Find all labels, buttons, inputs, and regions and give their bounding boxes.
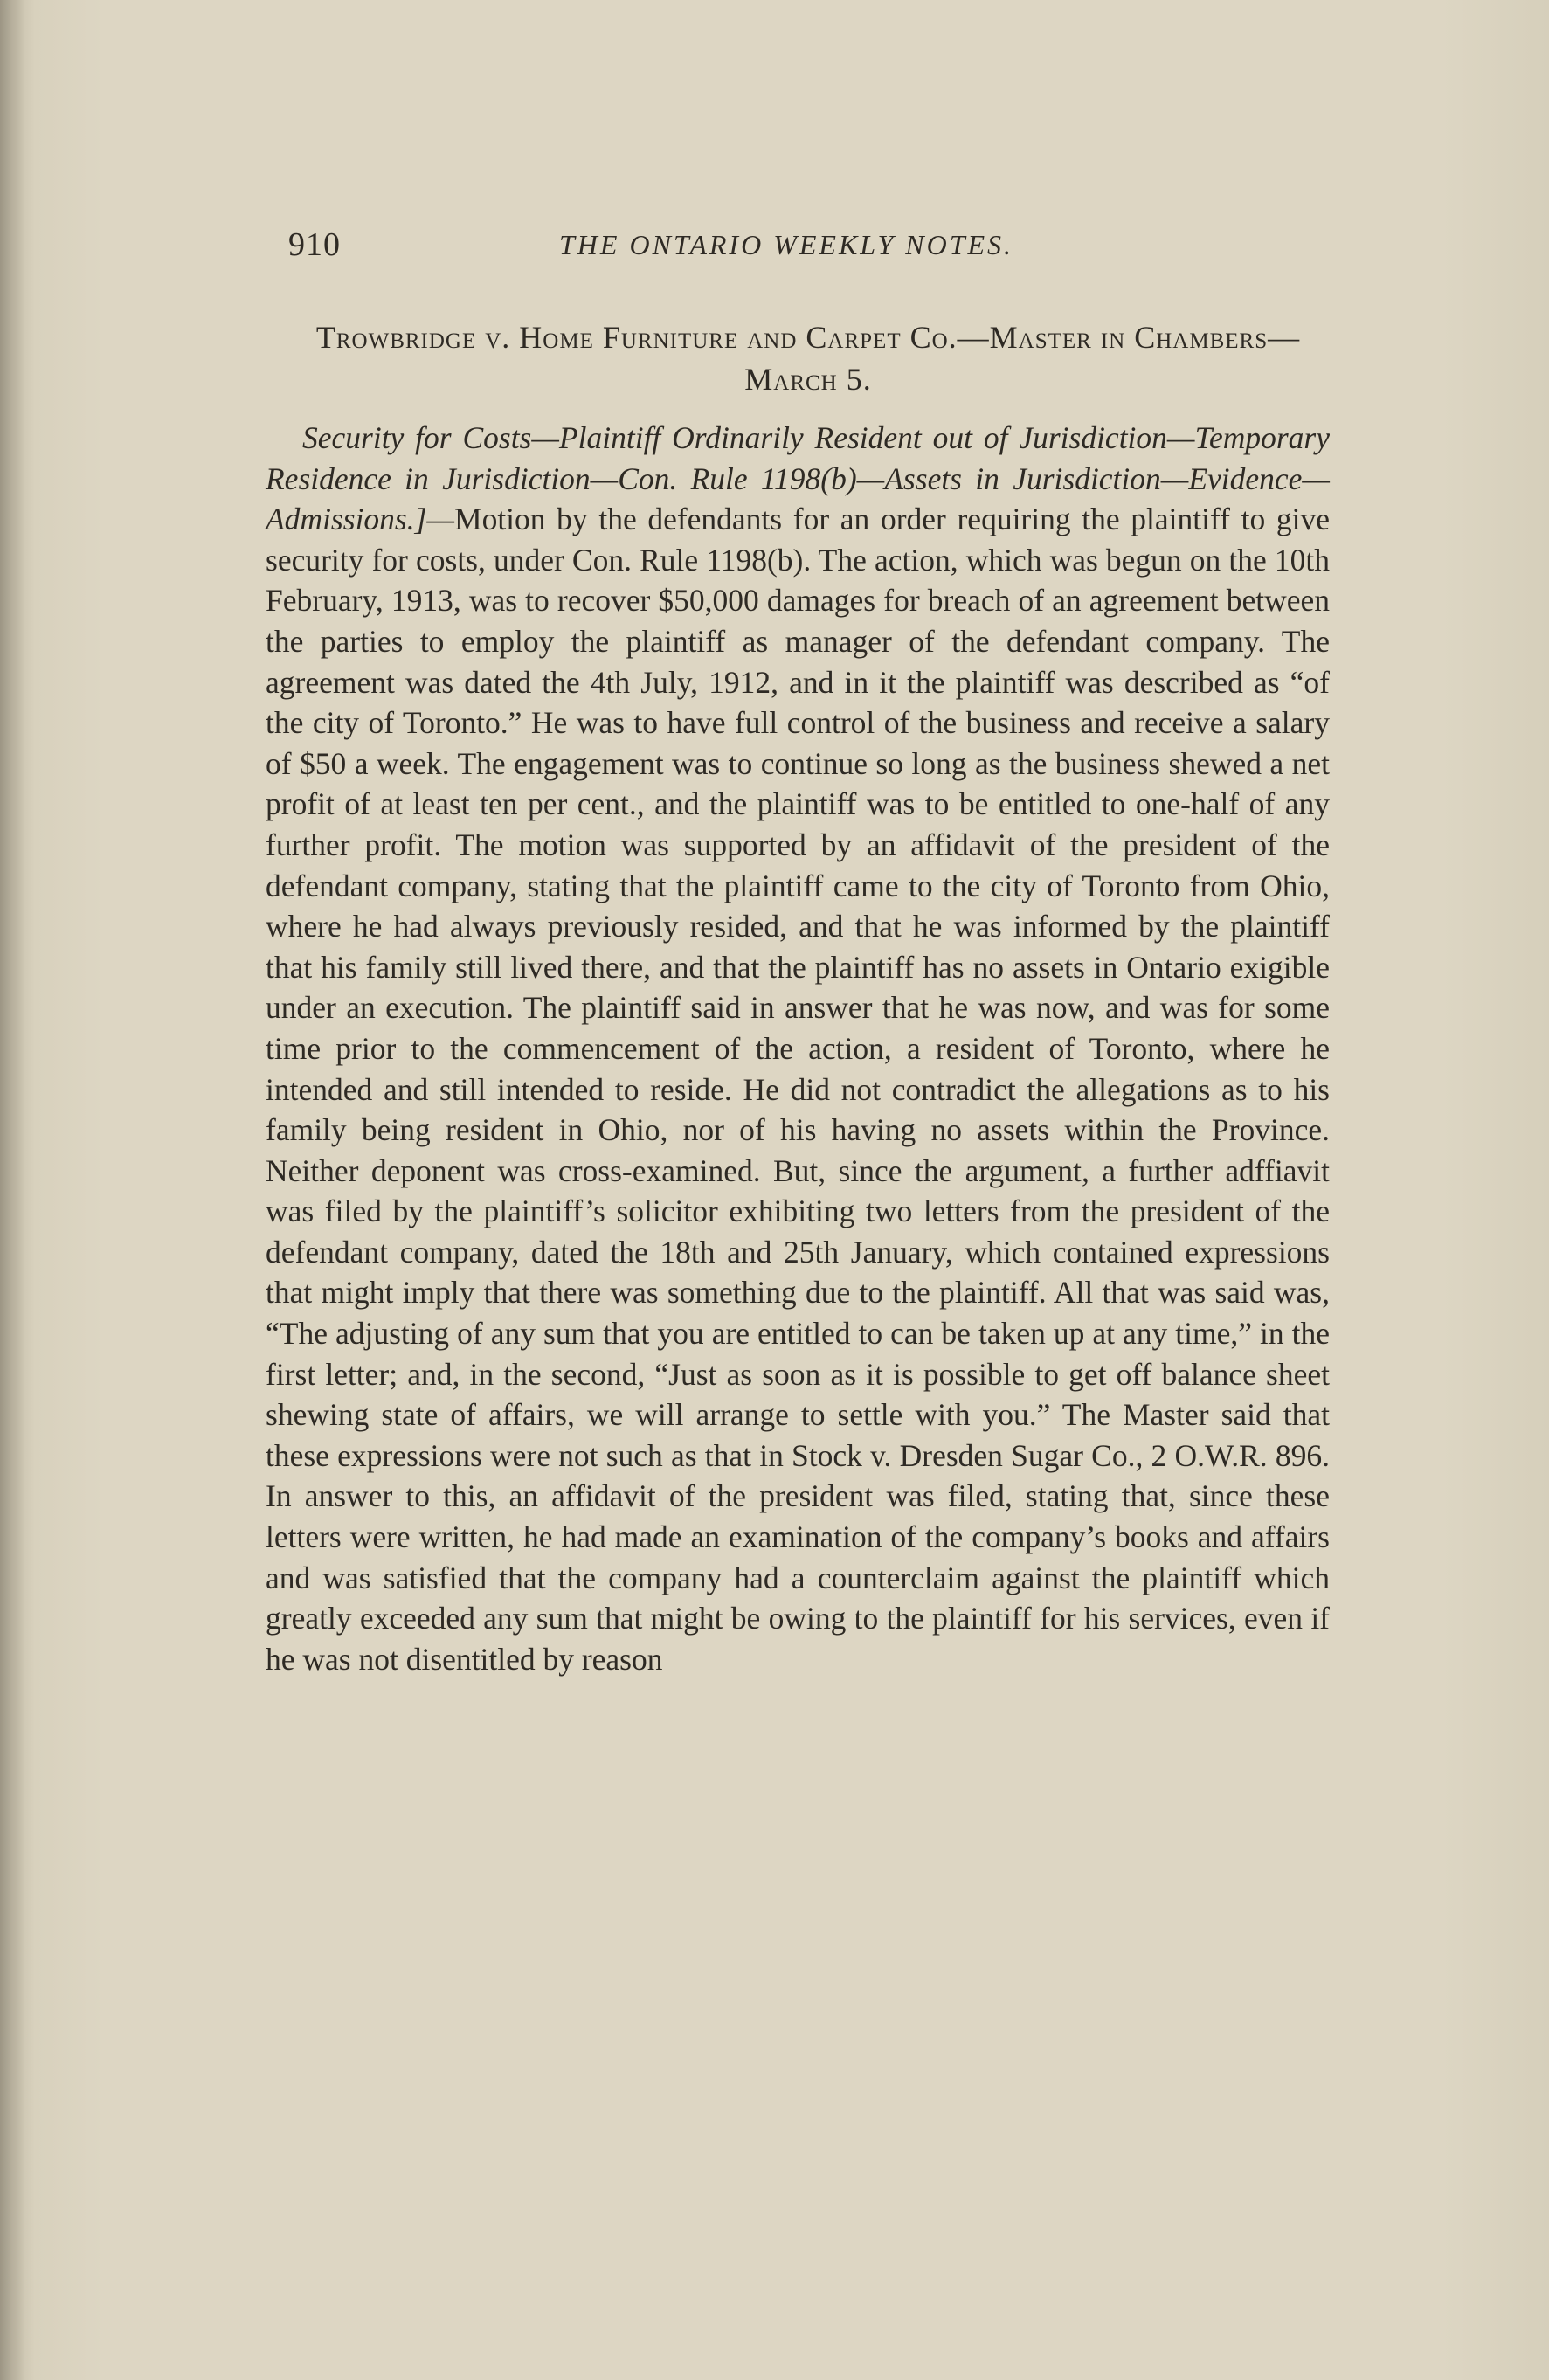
binding-shadow: [0, 0, 24, 2380]
page-number: 910: [288, 226, 341, 263]
case-body-text: Motion by the defendants for an order requiring the plaintiff to give security for costs, under Con. Rule 1198(b). The action, which was begun on the 10th February, 1913, was to recover $50,000 damages for breach of an agreement between the parties to employ the plaintiff as manager of the defendant company. The agreement was dated the 4th July, 1912, and in it the plaintiff was described as “of the city of Toronto.” He was to have full control of the business and receive a salary of $50 a week. The engagement was to continue so long as the business shewed a net profit of at least ten per cent., and the plaintiff was to be entitled to one-half of any further profit. The motion was supported by an affidavit of the president of the defendant company, stating that the plaintiff came to the city of Toronto from Ohio, where he had always previously resided, and that he was informed by the plaintiff that his family still lived there, and that the plaintiff has no assets in Ontario exigible under an execution. The plaintiff said in answer that he was now, and was for some time prior to the commencement of the action, a resident of Toronto, where he intended and still intended to reside. He did not contradict the allegations as to his family being resident in Ohio, nor of his having no assets within the Province. Neither deponent was cross-examined. But, since the argument, a further adffiavit was filed by the plaintiff’s solicitor exhibiting two letters from the president of the defendant company, dated the 18th and 25th January, which contained expressions that might imply that there was something due to the plaintiff. All that was said was, “The adjusting of any sum that you are entitled to can be taken up at any time,” in the first letter; and, in the second, “Just as soon as it is possible to get off balance sheet shewing state of affairs, we will arrange to settle with you.” The Master said that these expressions were not such as that in Stock v. Dresden Sugar Co., 2 O.W.R. 896. In answer to this, an affidavit of the president was filed, stating that, since these letters were written, he had made an examination of the company’s books and affairs and was satisfied that the company had a counterclaim against the plaintiff which greatly exceeded any sum that might be owing to the plaintiff for his services, even if he was not disentitled by reason: [266, 502, 1330, 1677]
case-headnote: Security for Costs—Plaintiff Ordinarily Resident out of Jurisdiction—Temporary Residence in Jurisdiction—Con. Rule 1198(b)—Assets in Jurisdiction—Evidence—Admissions.]—: [266, 420, 1330, 537]
running-head: [288, 225, 1328, 269]
case-heading: Trowbridge v. Home Furniture and Carpet Co.—Master in Chambers—March 5.: [315, 320, 1301, 397]
case-report-paragraph: [266, 418, 1330, 1679]
journal-title: THE ONTARIO WEEKLY NOTES.: [559, 229, 1014, 260]
